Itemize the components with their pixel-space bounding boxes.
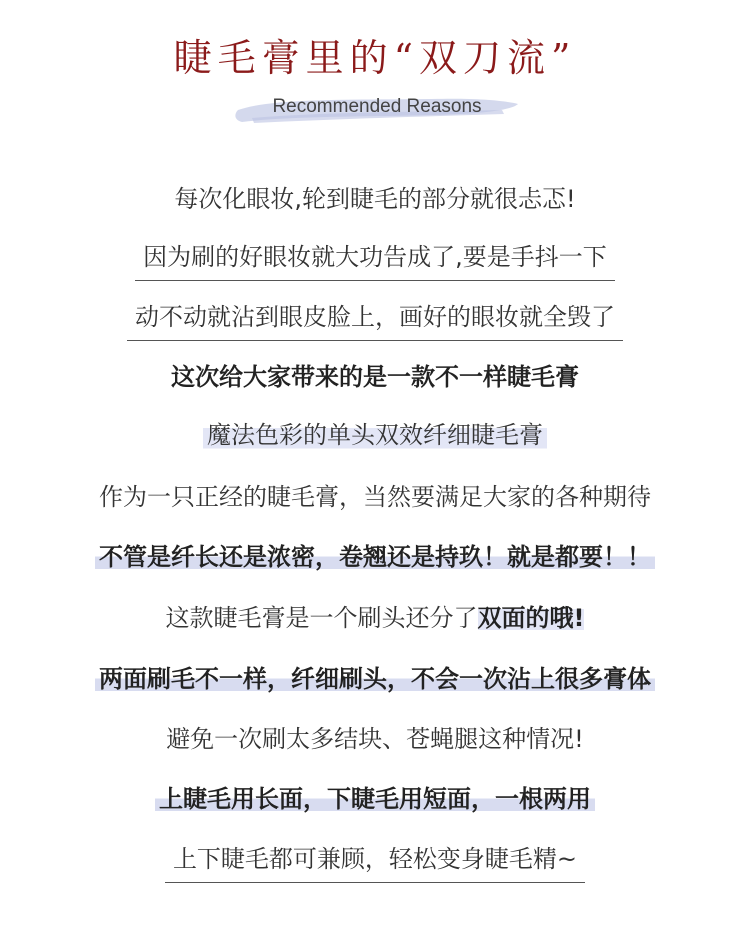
text-line-12 bbox=[0, 842, 750, 883]
text-line-3-text: 动不动就沾到眼皮脸上，画好的眼妆就全毁了 bbox=[127, 300, 623, 341]
text-line-11 bbox=[0, 782, 750, 816]
text-line-9-text: 两面刷毛不一样，纤细刷头，不会一次沾上很多膏体 bbox=[95, 662, 655, 696]
page-title: 睫毛膏里的“双刀流” bbox=[173, 36, 577, 80]
text-line-8 bbox=[0, 601, 750, 635]
text-line-2-text: 因为刷的好眼妆就大功告成了,要是手抖一下 bbox=[135, 240, 615, 281]
text-line-1 bbox=[0, 182, 750, 216]
text-line-7 bbox=[0, 540, 750, 574]
text-line-5-text: 魔法色彩的单头双效纤细睫毛膏 bbox=[203, 418, 547, 452]
text-line-11-text: 上睫毛用长面，下睫毛用短面，一根两用 bbox=[155, 782, 595, 816]
text-line-8-highlight: 双面的哦! bbox=[477, 604, 585, 632]
text-line-10-text: 避免一次刷太多结块、苍蝇腿这种情况! bbox=[166, 725, 584, 753]
text-line-8-plain: 这款睫毛膏是一个刷头还分了 bbox=[165, 604, 478, 632]
text-line-8-text bbox=[162, 601, 589, 635]
text-line-9 bbox=[0, 662, 750, 696]
subtitle-banner bbox=[232, 88, 522, 128]
text-line-1-text: 每次化眼妆,轮到睫毛的部分就很忐忑! bbox=[174, 185, 576, 213]
text-line-7-text: 不管是纤长还是浓密，卷翘还是持玖！就是都要！！ bbox=[95, 540, 655, 574]
text-line-4 bbox=[0, 360, 750, 394]
text-line-6-text: 作为一只正经的睫毛膏，当然要满足大家的各种期待 bbox=[99, 483, 651, 511]
text-line-4-text: 这次给大家带来的是一款不一样睫毛膏 bbox=[171, 363, 579, 391]
text-line-2 bbox=[0, 240, 750, 281]
text-line-12-text: 上下睫毛都可兼顾，轻松变身睫毛精~ bbox=[165, 842, 585, 883]
text-line-3 bbox=[0, 300, 750, 341]
text-line-5 bbox=[0, 418, 750, 452]
text-line-10 bbox=[0, 722, 750, 756]
subtitle-text: Recommended Reasons bbox=[272, 96, 482, 117]
text-line-6 bbox=[0, 480, 750, 514]
